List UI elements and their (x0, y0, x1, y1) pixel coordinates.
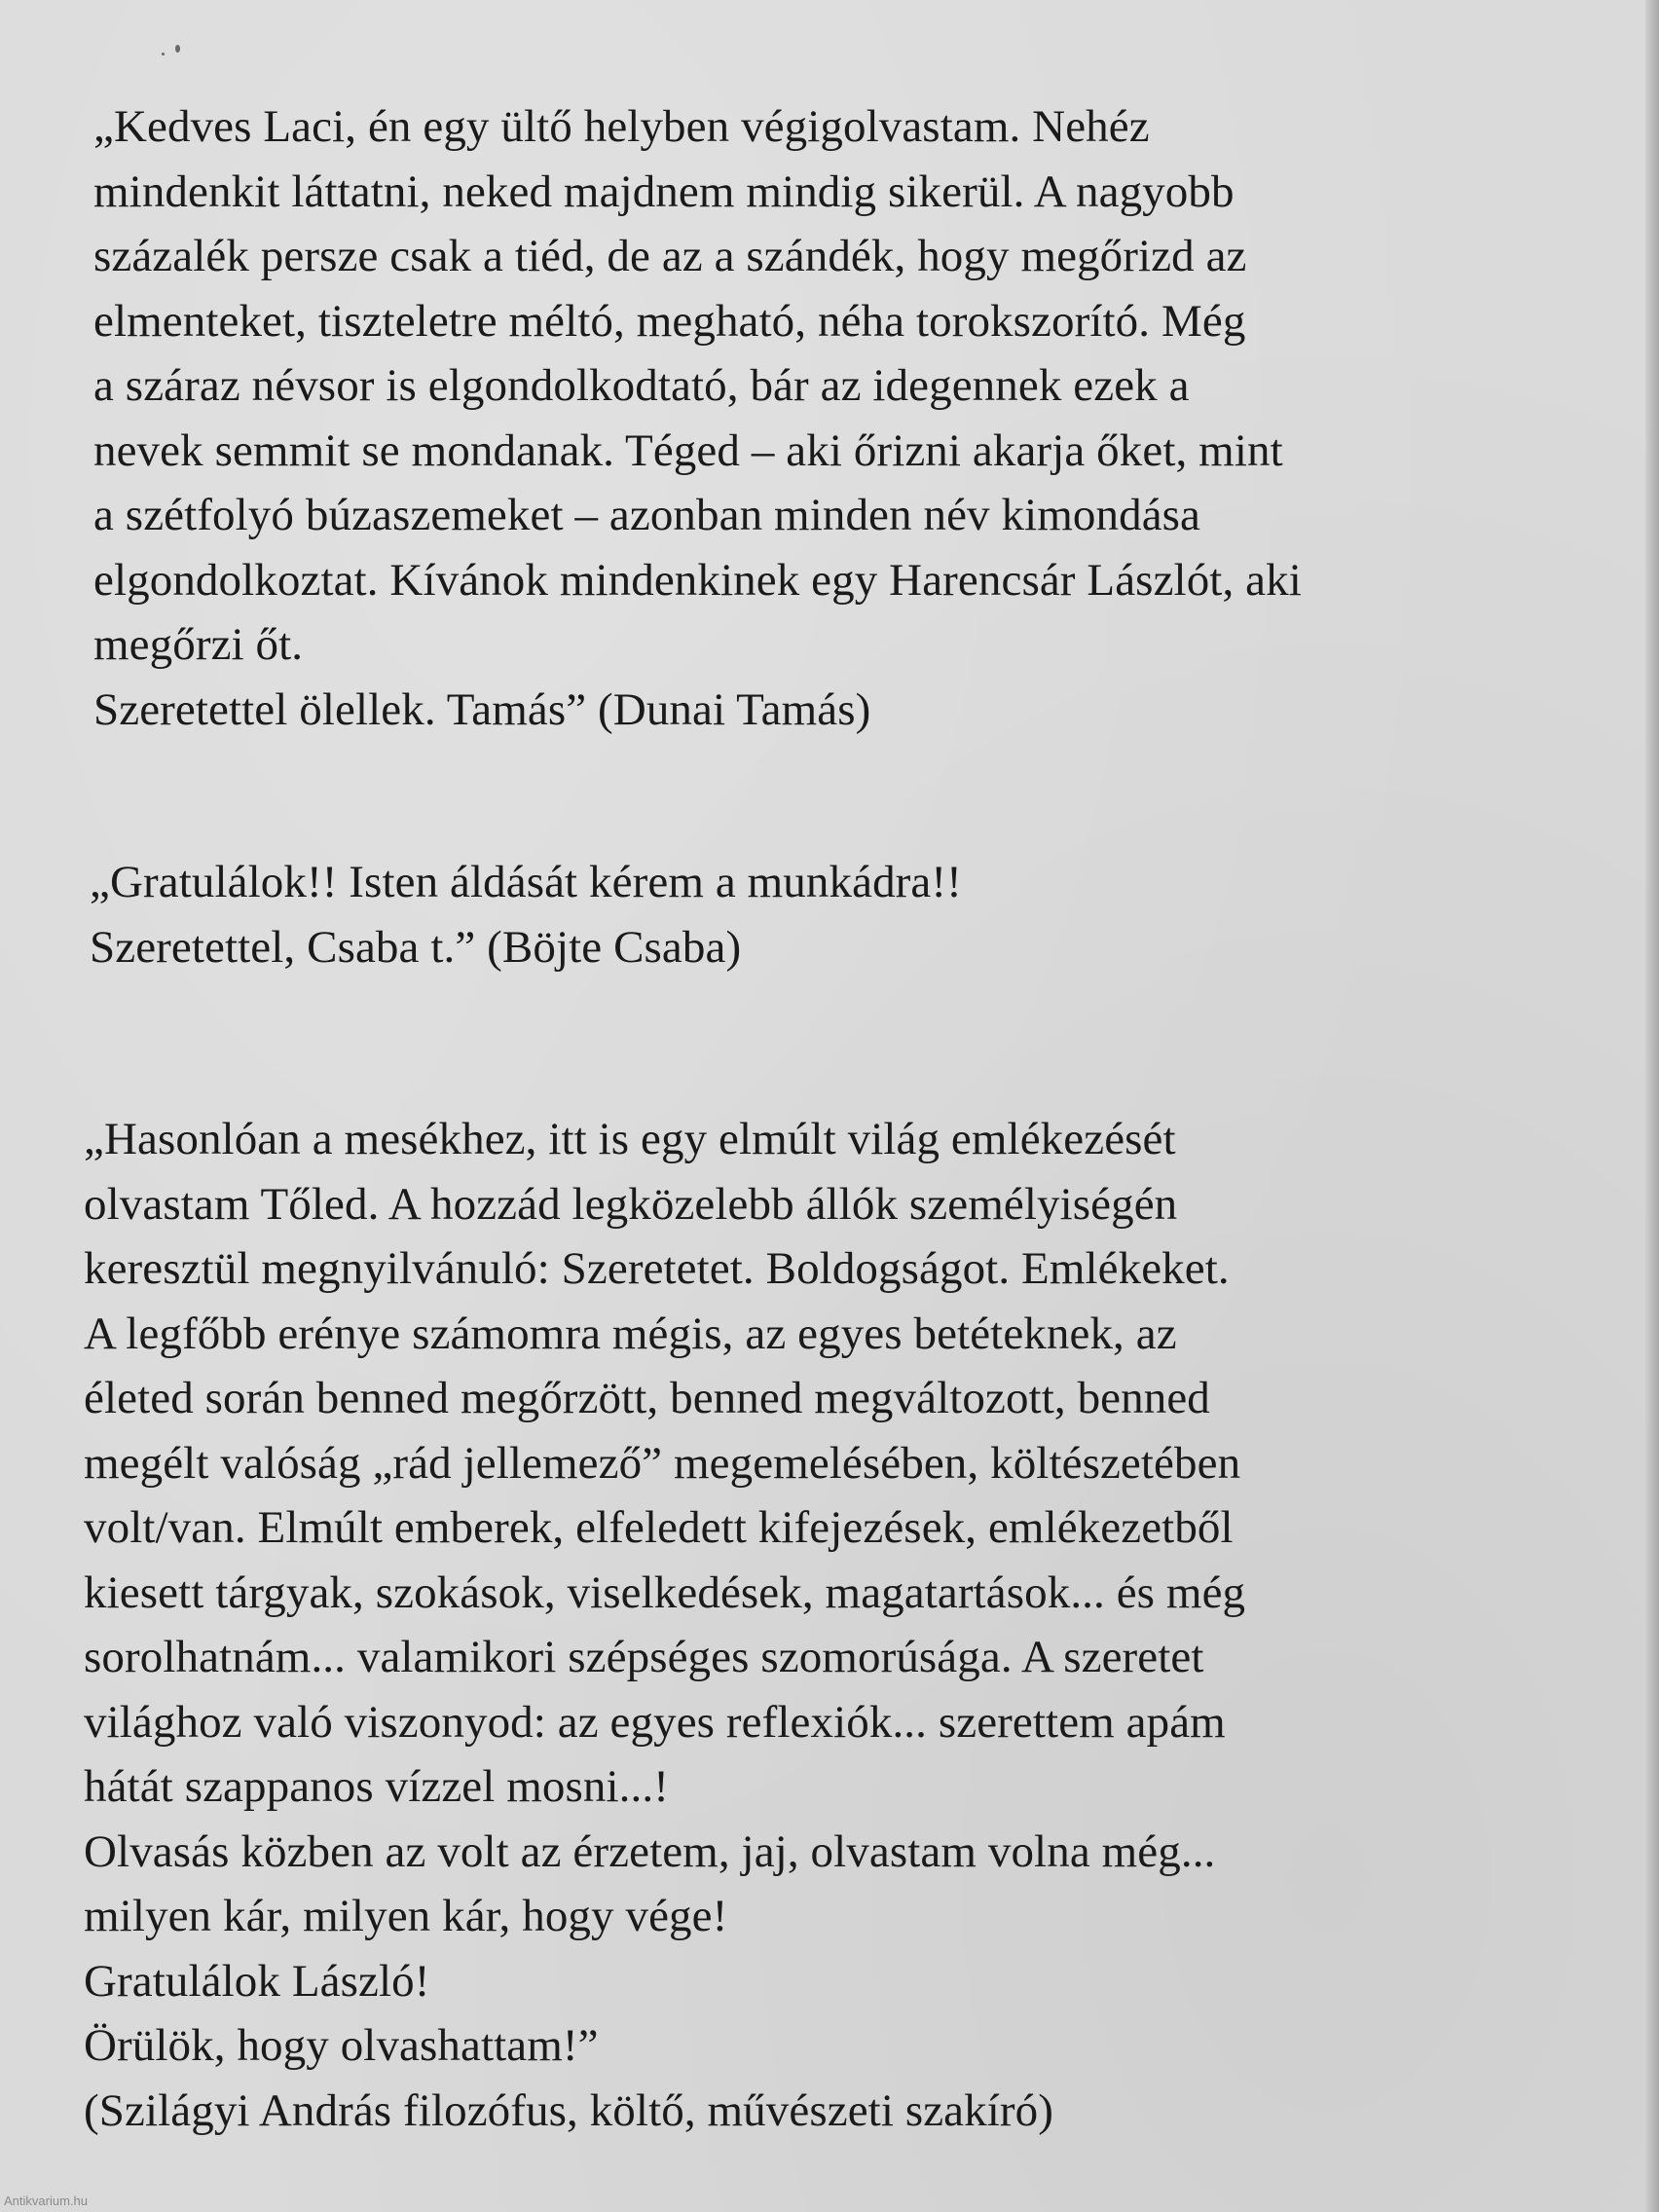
quote-line: mindenkit láttatni, neked majdnem mindig sikerül. A nagyobb (93, 166, 1235, 217)
quote-line: Olvasás közben az volt az érzetem, jaj, olvastam volna még... (84, 1825, 1216, 1877)
quote-attribution: Szeretettel, Csaba t.” (Böjte Csaba) (90, 921, 742, 973)
scan-speck (175, 45, 180, 53)
quote-line: olvastam Tőled. A hozzád legközelebb állók személyiségén (84, 1178, 1178, 1230)
page-edge-shadow (1645, 0, 1659, 2212)
quote-line: Örülök, hogy olvashattam!” (84, 2020, 599, 2071)
quote-line: A legfőbb erénye számomra mégis, az egyes betéteknek, az (84, 1308, 1177, 1359)
quote-szilagyi-andras (84, 1107, 1245, 2143)
quote-line: nevek semmit se mondanak. Téged – aki őrizni akarja őket, mint (93, 424, 1283, 476)
quote-line: keresztül megnyilvánuló: Szeretetet. Boldogságot. Emlékeket. (84, 1243, 1230, 1294)
quote-line: a szétfolyó búzaszemeket – azonban minden név kimondása (93, 490, 1201, 540)
quote-dunai-tamas (93, 94, 1302, 742)
scan-speck (162, 53, 165, 55)
quote-line: „Kedves Laci, én egy ültő helyben végigolvastam. Nehéz (93, 101, 1150, 152)
quote-line: milyen kár, milyen kár, hogy vége! (84, 1891, 728, 1941)
quote-line: világhoz való viszonyod: az egyes reflexiók... szerettem apám (84, 1696, 1226, 1748)
quote-attribution: Szeretettel ölellek. Tamás” (Dunai Tamás) (93, 683, 871, 735)
quote-line: megőrzi őt. (93, 619, 304, 670)
quote-line: sorolhatnám... valamikori szépséges szomorúsága. A szeretet (84, 1632, 1204, 1682)
watermark: Antikvarium.hu (4, 2194, 88, 2208)
quote-line: százalék persze csak a tiéd, de az a szándék, hogy megőrizd az (93, 231, 1247, 281)
quote-line: volt/van. Elmúlt emberek, elfeledett kifejezések, emlékezetből (84, 1502, 1234, 1553)
quote-line: „Gratulálok!! Isten áldását kérem a munkádra!! (90, 857, 962, 907)
quote-attribution: (Szilágyi András filozófus, költő, művészeti szakíró) (84, 2084, 1053, 2136)
quote-line: „Hasonlóan a mesékhez, itt is egy elmúlt világ emlékezését (84, 1114, 1176, 1164)
quote-line: kiesett tárgyak, szokások, viselkedések, magatartások... és még (84, 1567, 1246, 1618)
quote-line: Gratulálok László! (84, 1955, 430, 2007)
quote-line: elgondolkoztat. Kívánok mindenkinek egy Harencsár Lászlót, aki (93, 554, 1302, 606)
quote-line: megélt valóság „rád jellemező” megemelésében, költészetében (84, 1437, 1241, 1489)
quote-bojte-csaba (90, 850, 962, 979)
quote-line: életed során benned megőrzött, benned megváltozott, benned (84, 1373, 1210, 1423)
quote-line: elmenteket, tiszteletre méltó, megható, néha torokszorító. Még (93, 295, 1246, 347)
quote-line: hátát szappanos vízzel mosni...! (84, 1761, 669, 1812)
quote-line: a száraz névsor is elgondolkodtató, bár az idegennek ezek a (93, 360, 1190, 411)
